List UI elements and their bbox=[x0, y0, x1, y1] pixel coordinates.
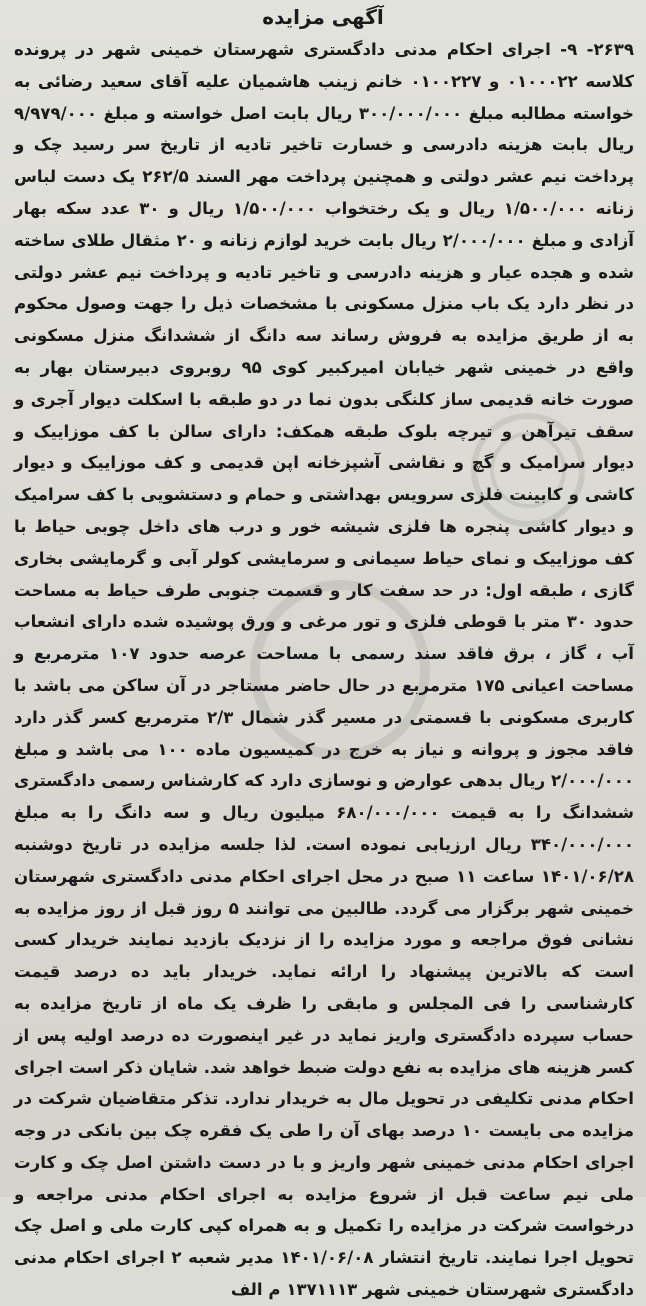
notice-body bbox=[14, 34, 634, 1306]
notice-body-paragraph: ۲۶۳۹- ۹- اجرای احکام مدنی دادگستری شهرستان خمینی شهر در پرونده کلاسه ۰۱۰۰۰۲۲ و ۰۱۰۰۲۲۷ خانم زینب هاشمیان علیه آقای سعید رضائی به خواسته مطالبه مبلغ ۳۰۰/۰۰۰/۰۰۰ ریال بابت اصل خواسته و مبلغ ۹/۹۷۹/۰۰۰ ریال بابت هزینه دادرسی و خسارت تاخیر تادیه از تاریخ سر رسید چک و پرداخت نیم عشر دولتی و همچنین پرداخت مهر السند ۲۶۲/۵ یک دست لباس زنانه ۱/۵۰۰/۰۰۰ ریال و یک رختخواب ۱/۵۰۰/۰۰۰ ریال و ۳۰ عدد سکه بهار آزادی و مبلغ ۲/۰۰۰/۰۰۰ ریال بابت خرید لوازم زنانه و ۲۰ مثقال طلای ساخته شده و هجده عیار و هزینه دادرسی و تاخیر تادیه و پرداخت نیم عشر دولتی در نظر دارد یک باب منزل مسکونی با مشخصات ذیل را جهت وصول محکوم به از طریق مزایده به فروش رساند سه دانگ از ششدانگ منزل مسکونی واقع در خمینی شهر خیابان امیرکبیر کوی ۹۵ روبروی دبیرستان بهار به صورت خانه قدیمی ساز کلنگی بدون نما در دو طبقه با اسکلت دیوار آجری و سقف تیرآهن و تیرچه بلوک طبقه همکف: دارای سالن با کف موزاییک و دیوار سرامیک و گچ و نقاشی آشپزخانه اپن قدیمی و کف موزاییک و دیوار کاشی و کابینت فلزی سرویس بهداشتی و حمام و دستشویی با کف سرامیک و دیوار کاشی پنجره ها فلزی شیشه خور و درب های داخل چوبی حیاط با کف موزاییک و نمای حیاط سیمانی و سرمایشی کولر آبی و گرمایشی بخاری گازی ، طبقه اول: در حد سفت کار و قسمت جنوبی طرف حیاط به مساحت حدود ۳۰ متر با قوطی فلزی و تور مرغی و ورق پوشیده شده دارای انشعاب آب ، گاز ، برق فاقد سند رسمی با مساحت عرصه حدود ۱۰۷ مترمربع و مساحت اعیانی ۱۷۵ مترمربع در حال حاضر مستاجر در آن ساکن می باشد با کاربری مسکونی با قسمتی در مسیر گذر شمال ۲/۳ مترمربع کسر گذر دارد فاقد مجوز و پروانه و نیاز به خرج در کمیسیون ماده ۱۰۰ می باشد و مبلغ ۲/۰۰۰/۰۰۰ ریال بدهی عوارض و نوسازی دارد که کارشناس رسمی دادگستری ششدانگ را به قیمت ۶۸۰/۰۰۰/۰۰۰ میلیون ریال و سه دانگ را به مبلغ ۳۴۰/۰۰۰/۰۰۰ ریال ارزیابی نموده است. لذا جلسه مزایده در تاریخ دوشنبه ۱۴۰۱/۰۶/۲۸ ساعت ۱۱ صبح در محل اجرای احکام مدنی دادگستری شهرستان خمینی شهر برگزار می گردد. طالبین می توانند ۵ روز قبل از روز مزایده به نشانی فوق مراجعه و مورد مزایده را از نزدیک بازدید نمایند خریدار کسی است که بالاترین پیشنهاد را ارائه نماید. خریدار باید ده درصد قیمت کارشناسی را فی المجلس و مابقی را ظرف یک ماه از تاریخ مزایده به حساب سپرده دادگستری واریز نماید در غیر اینصورت ده درصد اولیه پس از کسر هزینه های مزایده به نفع دولت ضبط خواهد شد. شایان ذکر است اجرای احکام مدنی تکلیفی در تحویل مال به خریدار ندارد. تذکر متقاضیان شرکت در مزایده می بایست ۱۰ درصد بهای آن را طی یک فقره چک بین بانکی در وجه اجرای احکام مدنی خمینی شهر واریز و با در دست داشتن اصل چک و کارت ملی نیم ساعت قبل از شروع مزایده به اجرای احکام مدنی مراجعه و درخواست شرکت در مزایده را تکمیل و به همراه کپی کارت ملی و اصل چک تحویل اجرا نمایند. تاریخ انتشار ۱۴۰۱/۰۶/۰۸ مدیر شعبه ۲ اجرای احکام مدنی دادگستری شهرستان خمینی شهر ۱۳۷۱۱۱۳ م الف bbox=[14, 40, 635, 1300]
notice-title: آگهی مزایده bbox=[262, 5, 384, 29]
